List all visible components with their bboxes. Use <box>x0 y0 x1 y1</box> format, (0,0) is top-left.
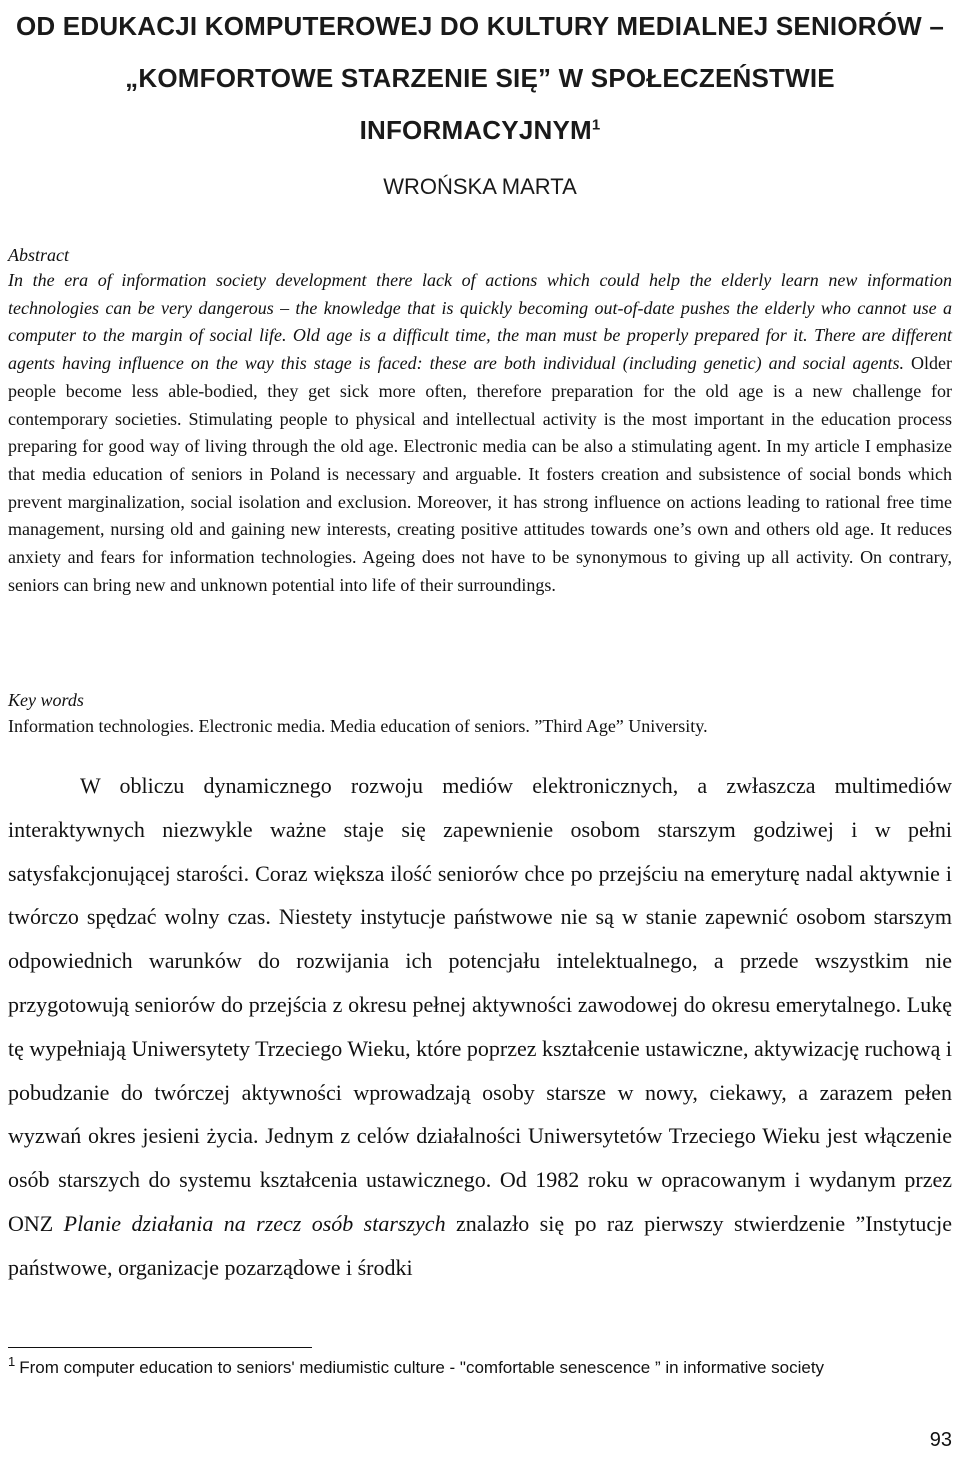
abstract-text-regular: Older people become less able-bodied, they get sick more often, therefore preparation for the old age is a new challenge for contemporary societies. Stimulating people to physical and intellectual activity is the most important in the education process preparing for good way of living through the old age. Electronic media can be also a stimulating agent. In my article I emphasize that media education of seniors in Poland is necessary and arguable. It fosters creation and subsistence of social bonds which prevent marginalization, social isolation and exclusion. Moreover, it has strong influence on actions leading to rational free time management, nursing old and gaining new interests, creating positive attitudes towards one’s own and others old age. It reduces anxiety and fears for information technologies. Ageing does not have to be synonymous to giving up all activity. On contrary, seniors can bring new and unknown potential into life of their surroundings. <box>8 353 953 595</box>
abstract-heading: Abstract <box>8 245 69 265</box>
keywords-text: Information technologies. Electronic media. Media education of seniors. ”Third Age” University. <box>8 716 708 736</box>
page-number: 93 <box>929 1429 952 1451</box>
article-title-text: OD EDUKACJI KOMPUTEROWEJ DO KULTURY MEDIALNEJ SENIORÓW – „KOMFORTOWE STARZENIE SIĘ” W SPOŁECZEŃSTWIE INFORMACYJNYM <box>15 11 944 145</box>
title-footnote-mark[interactable]: 1 <box>591 116 601 134</box>
footnote <box>8 1355 952 1381</box>
body-paragraph <box>8 764 952 1290</box>
body-italic-title: Planie działania na rzecz osób starszych <box>63 1210 446 1236</box>
abstract-text <box>8 267 952 599</box>
abstract-text-italic: In the era of information society development there lack of actions which could help the elderly learn new information technologies can be very dangerous – the knowledge that is quickly becoming out-of-date pushes the elderly who cannot use a computer to the margin of social life. Old age is a difficult time, the man must be properly prepared for it. There are different agents having influence on the way this stage is faced: these are both individual (including genetic) and social agents. <box>8 270 952 374</box>
footnote-separator <box>8 1347 312 1348</box>
body-text-part2: znalazło się po raz pierwszy stwierdzenie ”Instytucje państwowe, organizacje pozarządowe i środki <box>8 1210 953 1280</box>
author-name: WROŃSKA MARTA <box>383 174 577 199</box>
article-title <box>8 0 952 156</box>
footnote-mark: 1 <box>8 1354 16 1370</box>
footnote-text: From computer education to seniors' mediumistic culture - "comfortable senescence ” in informative society <box>19 1358 825 1377</box>
keywords-heading: Key words <box>8 690 84 710</box>
body-text-part1: W obliczu dynamicznego rozwoju mediów elektronicznych, a zwłaszcza multimediów interaktywnych niezwykle ważne staje się zapewnienie osobom starszym godziwej i w pełni satysfakcjonującej starości. Coraz większa ilość seniorów chce po przejściu na emeryturę nadal aktywnie i twórczo spędzać wolny czas. Niestety instytucje państwowe nie są w stanie zapewnić osobom starszym odpowiednich warunków do rozwijania ich potencjału intelektualnego, a przede wszystkim nie przygotowują seniorów do przejścia z okresu pełnej aktywności zawodowej do okresu emerytalnego. Lukę tę wypełniają Uniwersytety Trzeciego Wieku, które poprzez kształcenie ustawiczne, aktywizację ruchową i pobudzanie do twórczej aktywności wprowadzają osoby starsze w nowy, ciekawy, a zarazem pełen wyzwań okres jesieni życia. Jednym z celów działalności Uniwersytetów Trzeciego Wieku jest włączenie osób starszych do systemu kształcenia ustawicznego. Od 1982 roku w opracowanym i wydanym przez ONZ <box>8 773 952 1236</box>
